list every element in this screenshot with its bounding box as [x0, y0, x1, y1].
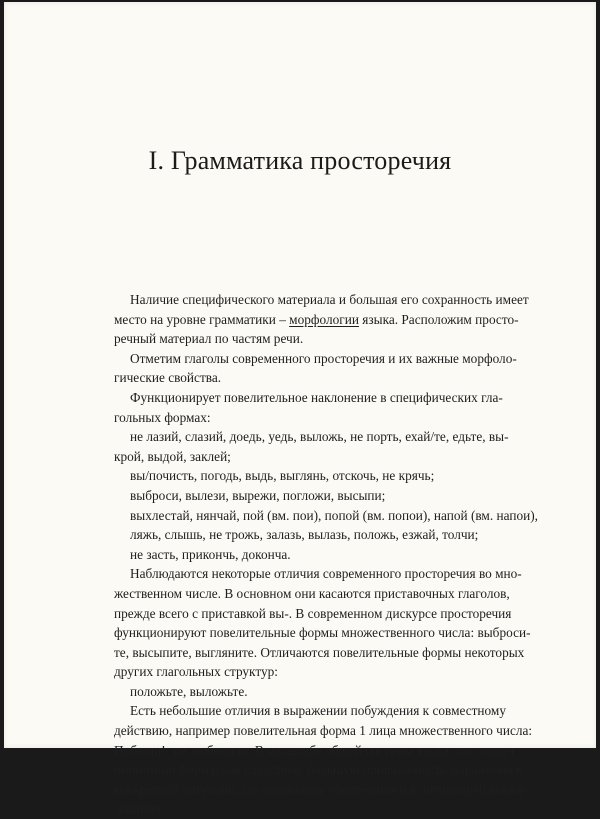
paragraph-line [114, 310, 519, 330]
page-title: I. Грамматика просторечия [148, 146, 452, 175]
paragraph-line: жественном числе. В основном они касаются приставочных глаголов, [114, 585, 510, 601]
paragraph-line: функционируют повелительные формы множественного числа: выброси- [114, 625, 531, 641]
paragraph-line: зывания. [114, 801, 164, 817]
document-page [4, 2, 596, 817]
example-line: не засть, прикончь, доконча. [130, 546, 291, 562]
paragraph-text: языка. Расположим просто- [362, 311, 519, 327]
example-line: ляжь, слышь, не трожь, залазь, вылазь, положь, езжай, толчи; [130, 527, 479, 543]
example-line: выброси, вылези, вырежи, погложи, высыпи; [130, 487, 386, 503]
paragraph-text: место на уровне грамматики – [114, 311, 286, 327]
paragraph-line: Наличие специфического материала и большая его сохранность имеет [130, 292, 529, 307]
paragraph-line: омонимию форм и как следствие, большую привязанность выражения к [114, 762, 523, 778]
paragraph-line: прежде всего с приставкой вы-. В современном дискурсе просторечия [114, 605, 512, 621]
paragraph-line: действию, например повелительная форма 1 лица множественного числа: [114, 723, 533, 739]
paragraph-line: гические свойства. [114, 370, 222, 386]
paragraph-line: Наблюдаются некоторые отличия современного просторечия во мно- [130, 566, 522, 582]
paragraph-line: Отметим глаголы современного просторечия и их важные морфоло- [130, 350, 517, 366]
underlined-term: морфологии [289, 311, 359, 327]
paragraph-line: других глагольных структур: [114, 664, 278, 680]
example-line: вы/почисть, погодь, выдь, выглянь, отскочь, не крячь; [130, 468, 435, 484]
paragraph-line: те, высыпите, выгляните. Отличаются повелительные формы некоторых [114, 644, 525, 660]
example-line: не лазий, слазий, доедь, уедь, выложь, не порть, ехай/те, едьте, вы- [130, 429, 509, 445]
paragraph-line: конкретной ситуации, где понимание обеспечивается интонацией выска- [114, 781, 527, 797]
paragraph-line: Есть небольшие отличия в выражении побуждения к совместному [130, 703, 507, 719]
example-line: положьте, выложьте. [130, 683, 248, 699]
paragraph-line: Побегли!, т.е. побежали. В масштабе общей системы языка это создает [114, 742, 516, 758]
document-body [114, 290, 538, 819]
paragraph-line: гольных формах: [114, 409, 211, 425]
paragraph-line: речный материал по частям речи. [114, 331, 304, 347]
paragraph-line: Функционирует повелительное наклонение в специфических гла- [130, 389, 503, 405]
example-line: выхлестай, нянчай, пой (вм. пои), попой (вм. попои), напой (вм. напои), [130, 507, 538, 523]
example-line: крой, выдой, заклей; [114, 448, 231, 464]
